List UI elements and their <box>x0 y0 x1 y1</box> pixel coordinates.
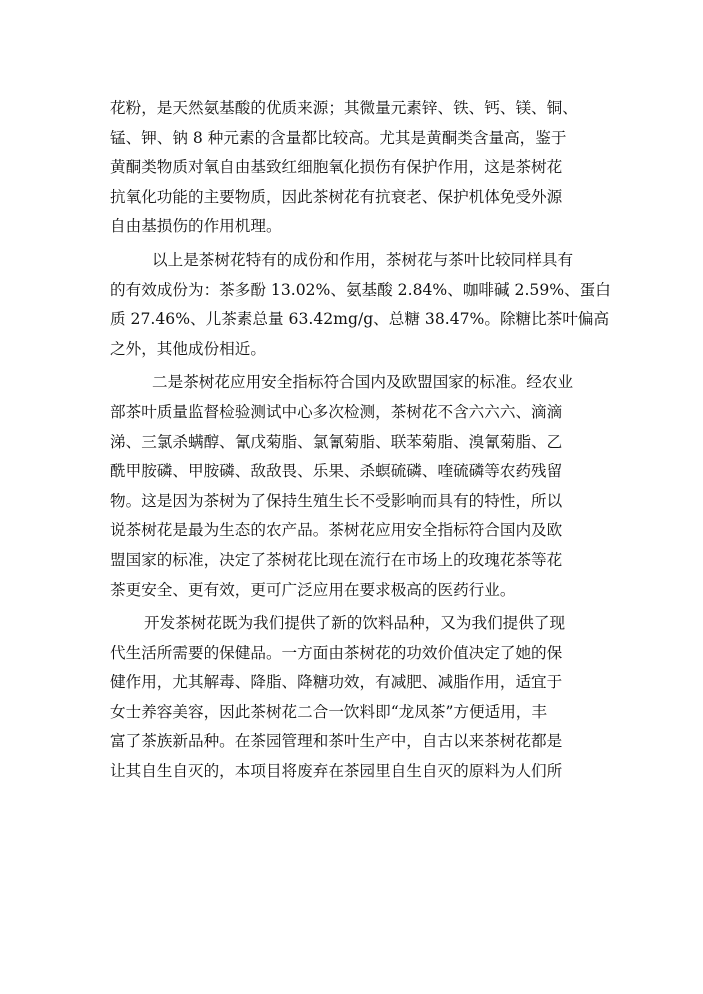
text-line: 以上是茶树花特有的成份和作用，茶树花与茶叶比较同样具有 <box>152 250 574 269</box>
text-line: 富了茶族新品种。在茶园管理和茶叶生产中，自古以来茶树花都是 <box>110 732 563 751</box>
text-line: 女士养容美容，因此茶树花二合一饮料即“龙凤茶”方便适用，丰 <box>110 702 547 721</box>
text-line: 盟国家的标准，决定了茶树花比现在流行在市场上的玫瑰花茶等花 <box>110 550 563 569</box>
text-line: 部茶叶质量监督检验测试中心多次检测，茶树花不含六六六、滴滴 <box>110 402 563 421</box>
paragraph-development <box>110 609 603 787</box>
text-line: 质 27.46%、儿茶素总量 63.42mg/g、总糖 38.47%。除糖比茶叶偏高 <box>110 310 610 329</box>
paragraph-components <box>110 246 611 364</box>
text-line: 涕、三氯杀螨醇、氰戊菊脂、氯氰菊脂、联苯菊脂、溴氰菊脂、乙 <box>110 432 563 451</box>
text-line: 的有效成份为：茶多酚 13.02%、氨基酸 2.84%、咖啡碱 2.59%、蛋白 <box>110 280 611 299</box>
text-line: 茶更安全、更有效，更可广泛应用在要求极高的医药行业。 <box>110 580 516 599</box>
text-line: 开发茶树花既为我们提供了新的饮料品种，又为我们提供了现 <box>144 614 566 633</box>
text-line: 酰甲胺磷、甲胺磷、敌敌畏、乐果、杀螟硫磷、喹硫磷等农药残留 <box>110 462 563 481</box>
text-line: 代生活所需要的保健品。一方面由茶树花的功效价值决定了她的保 <box>110 643 563 662</box>
text-line: 自由基损伤的作用机理。 <box>110 217 282 236</box>
text-line: 抗氧化功能的主要物质，因此茶树花有抗衰老、保护机体免受外源 <box>110 187 563 206</box>
text-line: 让其自生自灭的，本项目将废弃在茶园里自生自灭的原料为人们所 <box>110 762 563 781</box>
text-line: 花粉，是天然氨基酸的优质来源；其微量元素锌、铁、钙、镁、铜、 <box>110 99 578 117</box>
paragraph-safety-standards <box>110 368 603 605</box>
text-line: 锰、钾、钠 8 种元素的含量都比较高。尤其是黄酮类含量高，鉴于 <box>110 128 567 147</box>
text-line: 物。这是因为茶树为了保持生殖生长不受影响而具有的特性，所以 <box>110 491 563 510</box>
document-body <box>110 94 611 787</box>
text-line: 健作用，尤其解毒、降脂、降糖功效，有减肥、减脂作用，适宜于 <box>110 673 563 692</box>
paragraph-trace-elements <box>110 94 603 242</box>
text-line: 说茶树花是最为生态的农产品。茶树花应用安全指标符合国内及欧 <box>110 521 563 540</box>
text-line: 之外，其他成份相近。 <box>110 339 266 358</box>
text-line: 黄酮类物质对氧自由基致红细胞氧化损伤有保护作用，这是茶树花 <box>110 158 563 177</box>
text-line: 二是茶树花应用安全指标符合国内及欧盟国家的标准。经农业 <box>152 373 574 392</box>
